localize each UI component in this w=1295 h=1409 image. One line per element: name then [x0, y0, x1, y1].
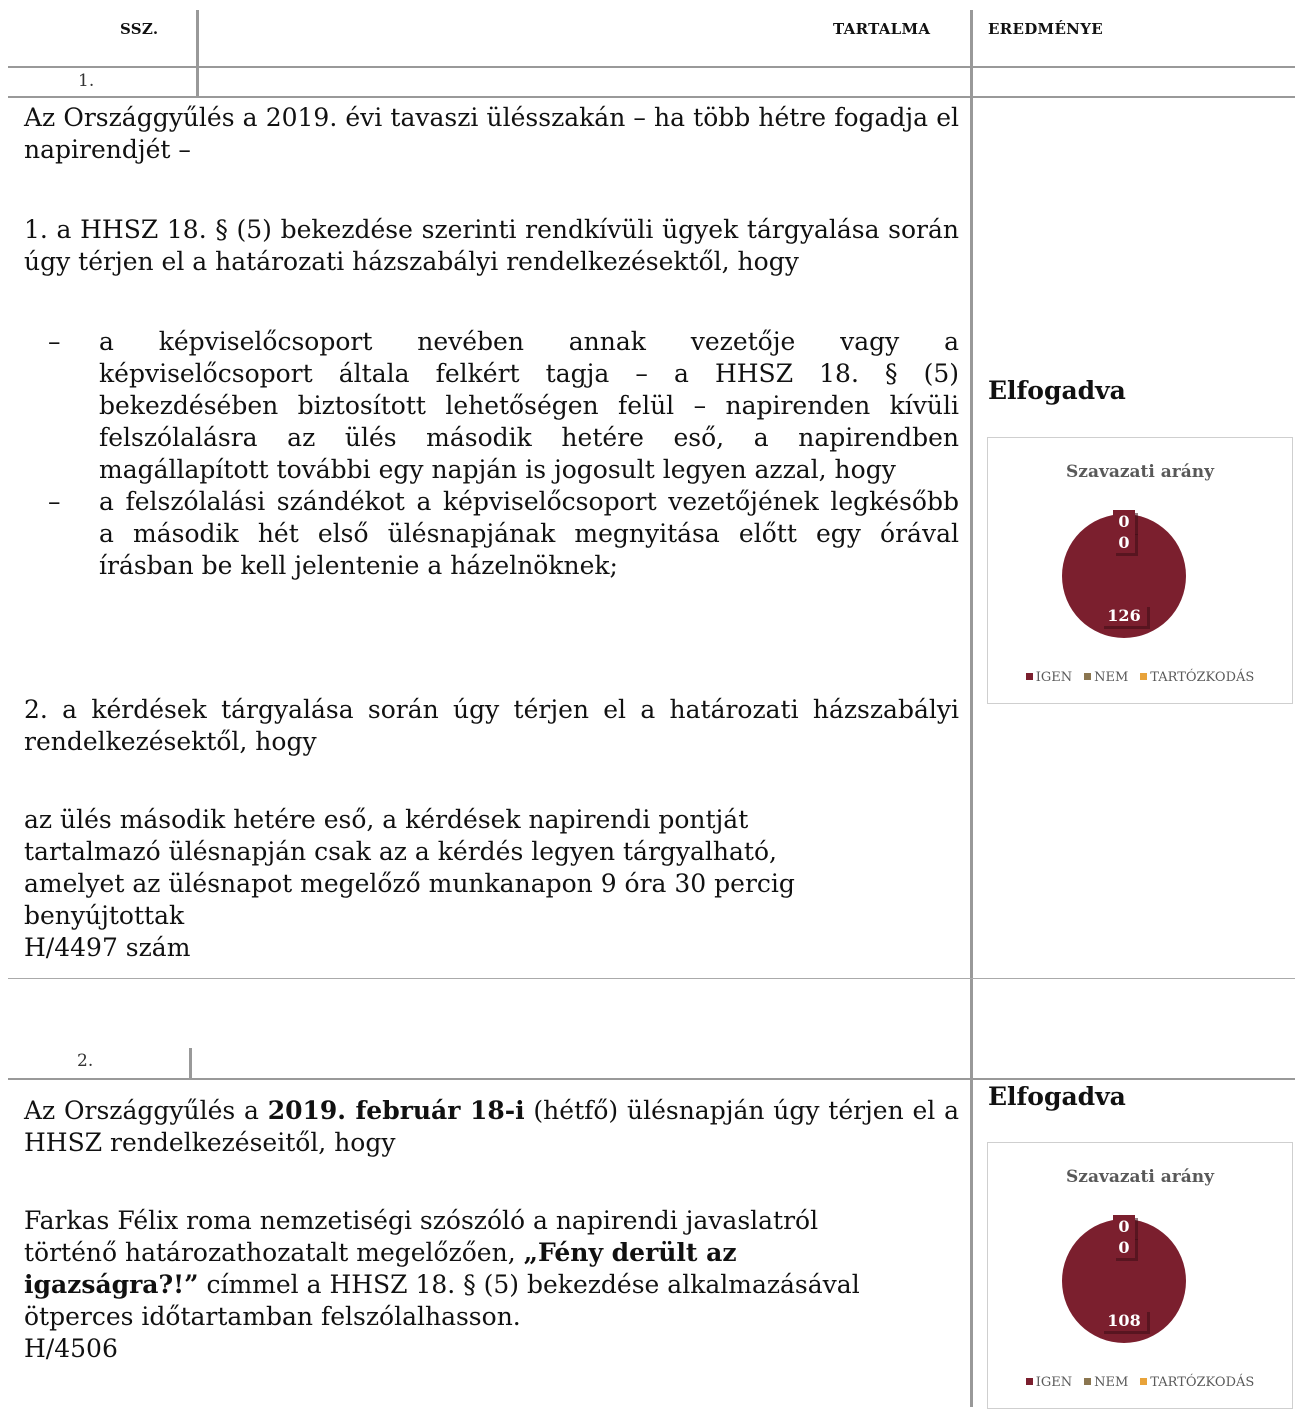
vote-chart [987, 437, 1293, 704]
vote-chart [987, 1142, 1293, 1409]
column-divider [189, 1048, 192, 1078]
pie-chart [988, 438, 1292, 703]
item-intro: Az Országgyűlés a 2019. február 18-i (hétfő) ülésnapján úgy térjen el a HHSZ rendelkezéseitől, hogy [24, 1096, 959, 1157]
column-divider [196, 67, 199, 97]
document-reference: H/4506 [24, 1334, 118, 1363]
table-header [0, 0, 1295, 67]
item-number: 1. [78, 71, 95, 91]
legend-swatch [1026, 673, 1033, 680]
chart-legend [988, 670, 1292, 685]
row-divider [8, 96, 1295, 98]
column-header-tartalma: TARTALMA [833, 20, 931, 38]
item-number: 2. [77, 1051, 94, 1071]
legend-item-tartózkodás [1140, 1375, 1254, 1390]
svg-text:108: 108 [1107, 1311, 1141, 1330]
legend-label: TARTÓZKODÁS [1150, 670, 1255, 685]
svg-text:0: 0 [1118, 533, 1130, 552]
document-reference: H/4497 szám [24, 933, 191, 962]
item-paragraph: az ülés második hetére eső, a kérdések napirendi pontját tartalmazó ülésnapján csak az a kérdés legyen tárgyalható, amelyet az ülésnapot megelőző munkanapon 9 óra 30 percig benyújtottak H/4497 szám [24, 804, 959, 964]
chart-legend [988, 1375, 1292, 1390]
legend-swatch [1084, 1378, 1091, 1385]
result-status: Elfogadva [988, 1082, 1126, 1111]
result-status: Elfogadva [988, 376, 1126, 405]
row-divider [8, 66, 1295, 68]
column-header-eredmenye: EREDMÉNYE [988, 20, 1103, 38]
data-label-nem [1113, 531, 1138, 556]
legend-swatch [1140, 1378, 1147, 1385]
legend-item-tartózkodás [1140, 670, 1254, 685]
speech-title: „Fény derült az [523, 1238, 737, 1267]
data-label-igen [1101, 604, 1150, 629]
legend-label: IGEN [1035, 670, 1073, 685]
item-bullet-list [24, 326, 959, 582]
item-intro: Az Országgyűlés a 2019. évi tavaszi ülésszakán – ha több hétre fogadja el napirendjét – [24, 103, 959, 164]
column-header-ssz: SSZ. [120, 20, 159, 38]
row-divider [8, 978, 1295, 979]
data-label-igen [1101, 1309, 1150, 1334]
column-divider [970, 10, 973, 1407]
bullet-text: a felszólalási szándékot a képviselőcsoport vezetőjének legkésőbb a második hét első ülésnapjának megnyitása előtt egy órával írásban be kell jelentenie a házelnöknek; [99, 487, 959, 580]
legend-label: TARTÓZKODÁS [1150, 1375, 1255, 1390]
svg-text:0: 0 [1118, 1238, 1130, 1257]
list-item: – a felszólalási szándékot a képviselőcsoport vezetőjének legkésőbb a második hét első ülésnapjának megnyitása előtt egy órával írásban be kell jelentenie a házelnöknek; [48, 487, 959, 580]
item-point-2: 2. a kérdések tárgyalása során úgy térjen el a határozati házszabályi rendelkezésektől, hogy [24, 695, 959, 756]
chart-title: Szavazati arány [1066, 1167, 1214, 1187]
list-item: – a képviselőcsoport nevében annak vezetője vagy a képviselőcsoport általa felkért tagja – a HHSZ 18. § (5) bekezdésében biztosított lehetőségen felül – napirenden kívüli felszólalásra az ülés második hetére eső, a napirendben magállapított további egy napján is jogosult legyen azzal, hogy [48, 327, 959, 484]
legend-item-nem [1084, 670, 1128, 685]
svg-text:0: 0 [1118, 512, 1130, 531]
row-divider [8, 1078, 1295, 1080]
pie-chart [988, 1143, 1292, 1408]
svg-text:0: 0 [1118, 1217, 1130, 1236]
legend-swatch [1026, 1378, 1033, 1385]
legend-label: NEM [1094, 670, 1129, 685]
legend-item-igen [1026, 670, 1072, 685]
chart-title: Szavazati arány [1066, 462, 1214, 482]
legend-label: NEM [1094, 1375, 1129, 1390]
item-point-1: 1. a HHSZ 18. § (5) bekezdése szerinti rendkívüli ügyek tárgyalása során úgy térjen el a határozati házszabályi rendelkezésektől, hogy [24, 215, 959, 276]
item-paragraph: Farkas Félix roma nemzetiségi szószóló a napirendi javaslatról történő határozathozatalt megelőzően, „Fény derült az igazságra?!” címmel a HHSZ 18. § (5) bekezdése alkalmazásával ötperces időtartamban felszólalhasson. H/4506 [24, 1205, 959, 1365]
legend-item-igen [1026, 1375, 1072, 1390]
legend-swatch [1140, 673, 1147, 680]
bullet-text: a képviselőcsoport nevében annak vezetője vagy a képviselőcsoport általa felkért tagja – a HHSZ 18. § (5) bekezdésében biztosított lehetőségen felül – napirenden kívüli felszólalásra az ülés második hetére eső, a napirendben magállapított további egy napján is jogosult legyen azzal, hogy [99, 327, 959, 484]
column-divider [196, 10, 199, 67]
speech-title: igazságra?!” [24, 1270, 199, 1299]
legend-item-nem [1084, 1375, 1128, 1390]
svg-text:126: 126 [1107, 606, 1141, 625]
legend-label: IGEN [1035, 1375, 1073, 1390]
date-emphasis: 2019. február 18-i [267, 1096, 525, 1125]
data-label-nem [1113, 1236, 1138, 1261]
legend-swatch [1084, 673, 1091, 680]
